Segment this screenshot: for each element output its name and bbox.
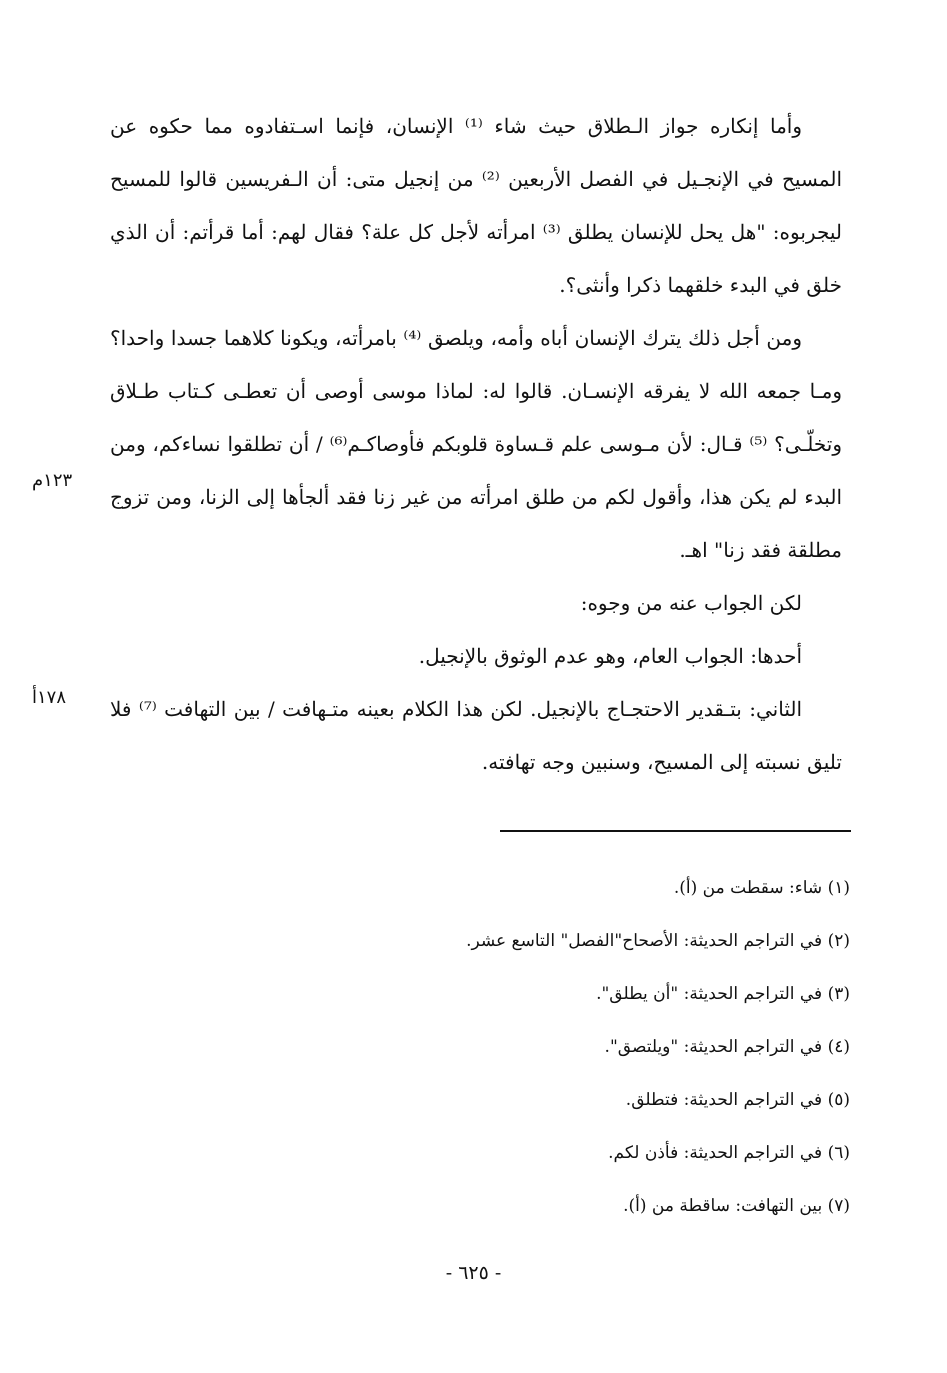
footnote-1: (١) شاء: سقطت من (أ). bbox=[673, 878, 850, 898]
footnote-2: (٢) في التراجم الحديثة: الأصحاح"الفصل" التاسع عشر. bbox=[466, 931, 850, 951]
footnote-4: (٤) في التراجم الحديثة: "ويلتصق". bbox=[604, 1037, 850, 1057]
margin-note-178a: ١٧٨أ bbox=[32, 687, 67, 708]
main-text bbox=[110, 100, 842, 789]
paragraph-4: أحدها: الجواب العام، وهو عدم الوثوق بالإنجيل. bbox=[418, 644, 802, 668]
footnote-6: (٦) في التراجم الحديثة: فأذن لكم. bbox=[608, 1143, 850, 1163]
footnote-5: (٥) في التراجم الحديثة: فتطلق. bbox=[625, 1090, 850, 1110]
paragraph-2: ومن أجل ذلك يترك الإنسان أباه وأمه، ويلصق ⁽⁴⁾ بامرأته، ويكونا كلاهما جسدا واحدا؟ ومـا جمعه الله لا يفرقه الإنسـان. قالوا له: لماذا موسى أوصى أن تعطـى كـتاب طـلاق وتخلّـى؟ ⁽⁵⁾ قـال: لأن مـوسى علم قـساوة قلوبكم فأوصاكـم⁽⁶⁾ / أن تطلقوا نساءكم، ومن البدء لم يكن هذا، وأقول لكم من طلق امرأته من غير زنا فقد ألجأها إلى الزنا، ومن تزوج مطلقة فقد زنا" اهـ. bbox=[110, 326, 842, 562]
paragraph-3: لكن الجواب عنه من وجوه: bbox=[580, 591, 802, 615]
footnote-divider bbox=[500, 830, 851, 832]
paragraph-1: وأما إنكاره جواز الـطلاق حيث شاء ⁽¹⁾ الإنسان، فإنما اسـتفادوه مما حكوه عن المسيح في الإنجـيل في الفصل الأربعين ⁽²⁾ من إنجيل متى: أن الـفريسين قالوا للمسيح ليجربوه: "هل يحل للإنسان يطلق ⁽³⁾ امرأته لأجل كل علة؟ فقال لهم: أما قرأتم: أن الذي خلق في البدء خلقهما ذكرا وأنثى؟. bbox=[110, 114, 842, 297]
footnote-7: (٧) بين التهافت: ساقطة من (أ). bbox=[623, 1196, 850, 1216]
footnotes bbox=[300, 862, 850, 1233]
margin-note-123m: ١٢٣م bbox=[32, 470, 73, 491]
page-number: - ٦٢٥ - bbox=[445, 1262, 502, 1284]
paragraph-5: الثاني: بتـقدير الاحتجـاج بالإنجيل. لكن هذا الكلام بعينه متـهافت / بين التهافت ⁽⁷⁾ فلا تليق نسبته إلى المسيح، وسنبين وجه تهافته. bbox=[110, 697, 842, 774]
footnote-3: (٣) في التراجم الحديثة: "أن يطلق". bbox=[596, 984, 850, 1004]
